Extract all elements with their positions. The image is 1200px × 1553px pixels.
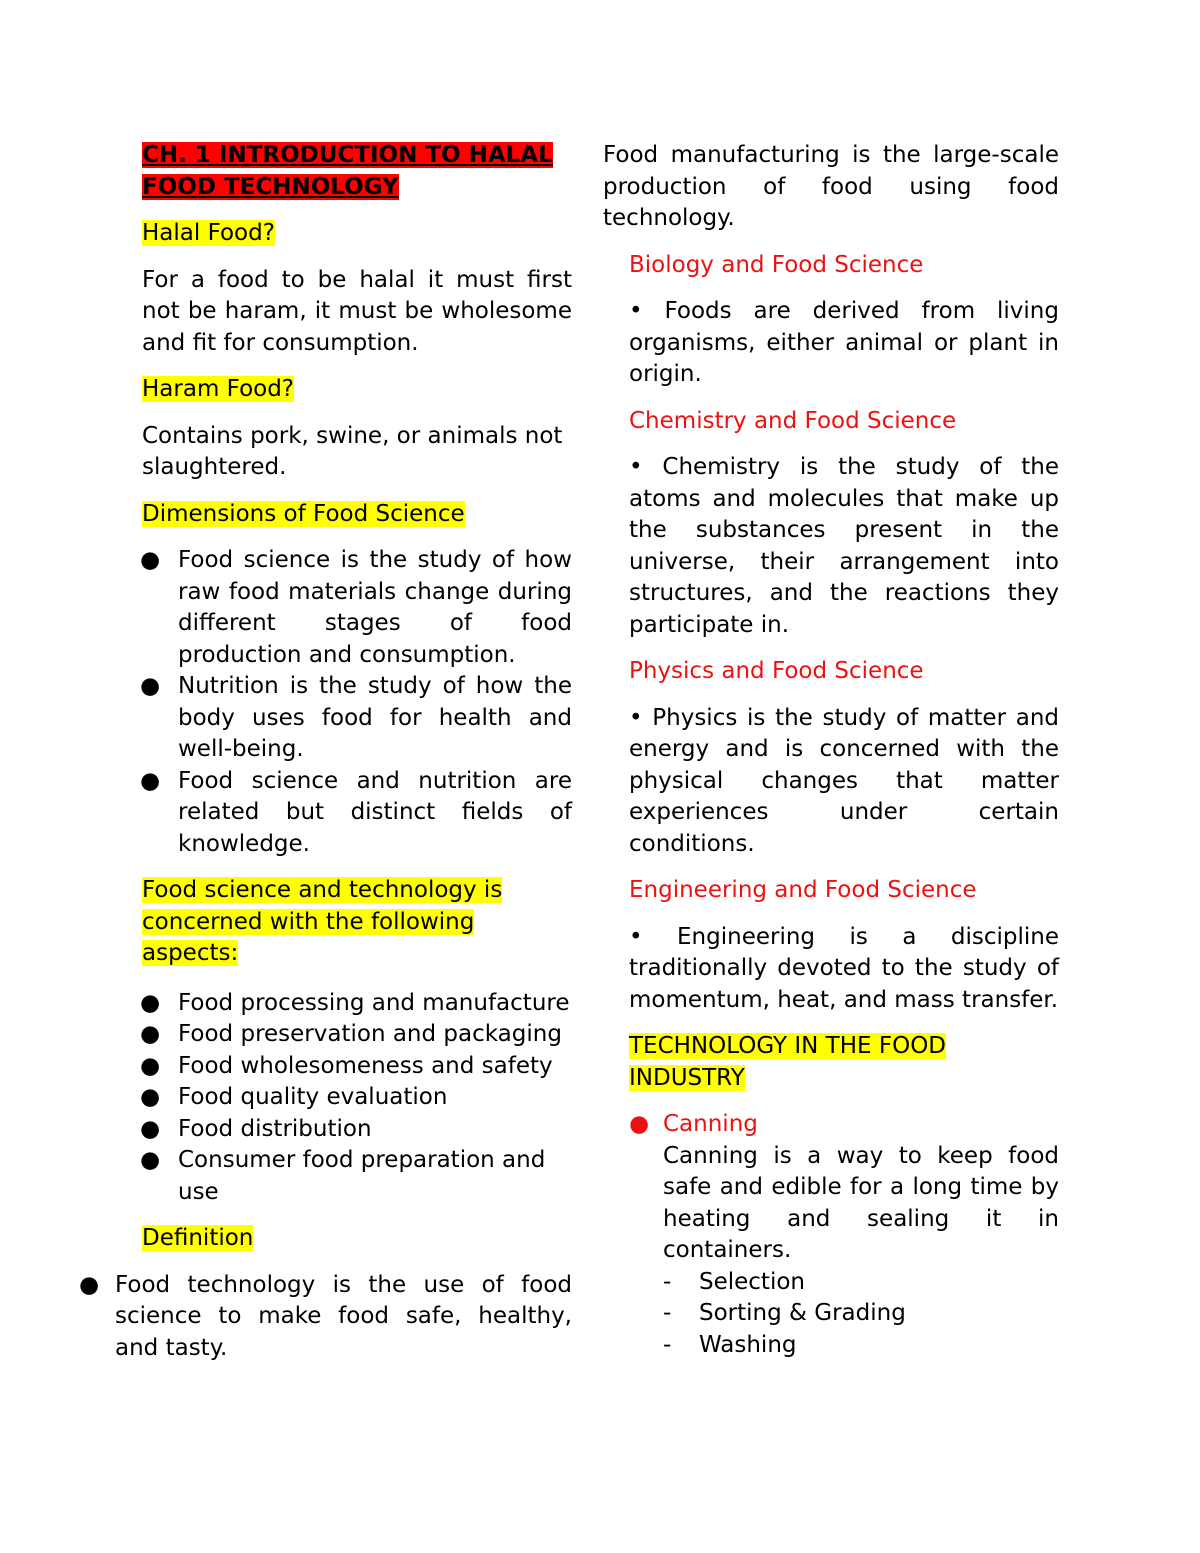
bullet-icon: ●: [140, 767, 161, 794]
definition-heading: Definition: [142, 1225, 254, 1251]
bullet-icon: ●: [629, 1111, 650, 1137]
physics-heading: Physics and Food Science: [629, 658, 924, 684]
bullet-icon: ●: [140, 547, 161, 573]
left-column: [79, 140, 572, 1364]
aspects-heading: Food science and technology is concerned with the following aspects:: [142, 877, 503, 966]
dimensions-list: [142, 545, 572, 860]
haram-text: Contains pork, swine, or animals not slaughtered.: [142, 422, 563, 480]
list-item: ● Food distribution: [142, 1114, 572, 1146]
dimensions-heading: Dimensions of Food Science: [142, 500, 465, 527]
engineering-heading: Engineering and Food Science: [629, 877, 977, 903]
bullet-icon: ●: [140, 1021, 161, 1047]
tech-heading: TECHNOLOGY IN THE FOOD INDUSTRY: [629, 1033, 947, 1091]
list-item: ● Consumer food preparation and use: [140, 1147, 546, 1205]
list-item: ● Food science and nutrition are related but distinct fields of knowledge.: [140, 767, 572, 857]
bullet-icon: ●: [140, 1115, 161, 1142]
chemistry-text: • Chemistry is the study of the atoms and molecules that make up the substances present in the universe, their arrangement into structures, and the reactions they participate in.: [629, 454, 1059, 638]
definition-item: ● Food technology is the use of food science to make food safe, healthy, and tasty.: [79, 1271, 572, 1361]
list-item: - Washing: [663, 1331, 797, 1358]
physics-text: • Physics is the study of matter and energy and is concerned with the physical changes that matter experiences under certain conditions.: [629, 704, 1059, 857]
bullet-icon: ●: [140, 1084, 161, 1110]
engineering-text: • Engineering is a discipline traditionally devoted to the study of momentum, heat, and mass transfer.: [629, 923, 1059, 1013]
aspects-list: [142, 988, 572, 1209]
halal-heading: Halal Food?: [142, 220, 275, 246]
list-item: - Selection: [663, 1268, 805, 1295]
biology-text: • Foods are derived from living organisms, either animal or plant in origin.: [629, 298, 1059, 387]
biology-heading: Biology and Food Science: [629, 251, 924, 278]
bullet-icon: ●: [140, 1147, 161, 1173]
bullet-icon: ●: [140, 1052, 161, 1079]
chemistry-heading: Chemistry and Food Science: [629, 407, 957, 434]
chapter-title-line2: FOOD TECHNOLOGY: [142, 173, 399, 200]
canning-section: [629, 1109, 1059, 1361]
right-column: [603, 140, 1059, 1361]
halal-text: For a food to be halal it must first not be haram, it must be wholesome and fit for consumption.: [142, 266, 572, 356]
list-item: - Sorting & Grading: [663, 1300, 906, 1326]
list-item: ● Food quality evaluation: [142, 1082, 572, 1114]
bullet-icon: ●: [140, 673, 161, 699]
list-item: ● Food processing and manufacture: [142, 988, 572, 1020]
canning-steps: [629, 1267, 1059, 1362]
canning-text: Canning is a way to keep food safe and edible for a long time by heating and sealing it in containers.: [663, 1142, 1059, 1263]
list-item: ● Food preservation and packaging: [142, 1019, 572, 1051]
chapter-title: [142, 140, 572, 203]
list-item: ● Food wholesomeness and safety: [142, 1051, 572, 1083]
bullet-icon: ●: [140, 989, 161, 1016]
bullet-icon: ●: [79, 1271, 100, 1298]
haram-heading: Haram Food?: [142, 376, 295, 402]
manufacturing-text: Food manufacturing is the large-scale production of food using food technology.: [603, 142, 1059, 231]
canning-heading: ● Canning: [629, 1109, 1059, 1141]
list-item: ● Nutrition is the study of how the body uses food for health and well-being.: [140, 673, 572, 762]
chapter-title-line1: CH. 1 INTRODUCTION TO HALAL: [142, 142, 553, 168]
list-item: ● Food science is the study of how raw food materials change during different stages of food production and consumption.: [140, 547, 572, 668]
